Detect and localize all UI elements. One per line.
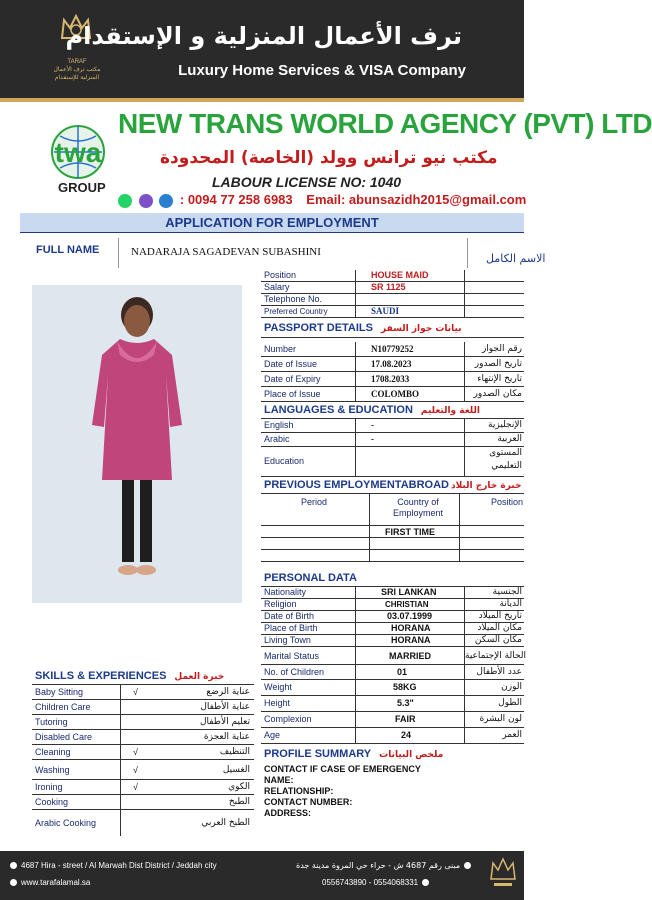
personal-label-ar: الديانة <box>464 599 524 610</box>
employment-section-title <box>261 477 524 494</box>
form-title: APPLICATION FOR EMPLOYMENT <box>20 213 524 233</box>
passport-label: Date of Expiry <box>264 374 321 384</box>
profile-title: PROFILE SUMMARY <box>264 748 372 760</box>
language-row <box>261 433 524 447</box>
full-name-label-ar: الاسم الكامل <box>486 252 546 265</box>
footer-address-ar: مبنى رقم 4687 ش - حراء حي المروة مدينة جدة <box>296 861 471 870</box>
language-row <box>261 419 524 433</box>
personal-row <box>261 665 524 680</box>
personal-label-ar: الحالة الإجتماعية <box>464 647 524 664</box>
employment-title: PREVIOUS EMPLOYMENTABROAD <box>264 479 449 491</box>
languages-title-ar: اللغة والتعليم <box>420 406 480 416</box>
twa-globe-logo-icon <box>38 122 118 182</box>
full-name-label: FULL NAME <box>36 244 100 256</box>
passport-label-ar: رقم الجواز <box>464 342 524 356</box>
personal-label: Marital Status <box>264 651 320 661</box>
language-label: Education <box>264 456 305 466</box>
full-name-value: NADARAJA SAGADEVAN SUBASHINI <box>118 238 468 268</box>
personal-label: Living Town <box>264 635 311 645</box>
job-label: Telephone No. <box>264 294 323 304</box>
location-icon <box>10 862 17 869</box>
skill-label-ar: عناية العجزة <box>203 732 250 742</box>
group-label: GROUP <box>58 180 106 195</box>
personal-label-ar: الوزن <box>464 680 524 695</box>
skill-label-ar: الطبخ العربي <box>201 818 250 828</box>
language-label-ar: الإنجليزية <box>464 419 524 432</box>
languages-section-title <box>261 402 524 419</box>
passport-row <box>261 342 524 357</box>
imo-icon <box>159 194 173 208</box>
personal-label-ar: عدد الأطفال <box>464 665 524 679</box>
personal-label: Date of Birth <box>264 611 315 621</box>
personal-label-ar: مكان الميلاد <box>464 623 524 634</box>
personal-row <box>261 599 524 611</box>
skill-label: Baby Sitting <box>35 687 84 697</box>
skill-label: Disabled Care <box>35 732 93 742</box>
personal-title: PERSONAL DATA <box>264 572 357 584</box>
job-value: SAUDI <box>371 306 400 316</box>
passport-row <box>261 372 524 387</box>
logo-caption-ar: مكتب ترف الأعمال المنزلية للإستقدام <box>53 67 101 81</box>
passport-row <box>261 387 524 402</box>
personal-value: 24 <box>401 730 412 740</box>
job-row <box>261 270 524 282</box>
passport-label: Number <box>264 344 297 354</box>
skill-label-ar: التنظيف <box>219 747 250 757</box>
skill-row <box>32 685 254 700</box>
skill-row <box>32 745 254 760</box>
skill-row <box>32 795 254 810</box>
skill-label: Arabic Cooking <box>35 818 97 828</box>
languages-title: LANGUAGES & EDUCATION <box>264 404 413 416</box>
employment-col-position: Position <box>491 497 524 507</box>
job-label: Position <box>264 270 297 280</box>
employment-row <box>261 550 524 562</box>
logo-caption <box>46 58 108 82</box>
passport-label-ar: تاريخ الإنتهاء <box>464 372 524 386</box>
emergency-address: ADDRESS: <box>264 808 312 818</box>
skill-row <box>32 700 254 715</box>
personal-value: HORANA <box>391 623 431 633</box>
emergency-contact-number: CONTACT NUMBER: <box>264 797 353 807</box>
skill-row <box>32 780 254 795</box>
details-table <box>261 270 524 819</box>
personal-label-ar: الجنسية <box>464 587 524 598</box>
language-label-ar: المستوى التعليمي <box>464 447 524 476</box>
skill-row <box>32 760 254 780</box>
skill-label: Tutoring <box>35 717 68 727</box>
personal-value: HORANA <box>391 635 431 645</box>
skill-label-ar: عناية الأطفال <box>200 702 250 712</box>
personal-row <box>261 611 524 623</box>
personal-label-ar: مكان السكن <box>464 635 524 646</box>
skill-label: Cleaning <box>35 747 71 757</box>
personal-label-ar: لون البشرة <box>464 712 524 727</box>
personal-label-ar: تاريخ الميلاد <box>464 611 524 622</box>
skill-check <box>120 810 150 836</box>
emergency-relationship: RELATIONSHIP: <box>264 786 334 796</box>
personal-label: Age <box>264 730 281 740</box>
personal-value: 5.3" <box>397 698 414 708</box>
skill-check: √ <box>120 760 150 779</box>
skill-check <box>120 700 150 714</box>
skill-label-ar: الكوي <box>228 782 250 792</box>
language-value: - <box>371 434 374 444</box>
skill-label-ar: عناية الرضع <box>206 687 250 697</box>
skill-check <box>120 715 150 729</box>
skills-table <box>32 668 254 836</box>
job-label: Preferred Country <box>264 307 328 316</box>
footer-website[interactable]: www.tarafalamal.sa <box>10 878 90 887</box>
emergency-name: NAME: <box>264 775 294 785</box>
skill-row <box>32 810 254 836</box>
passport-label-ar: مكان الصدور <box>464 387 524 401</box>
skills-title-ar: خبرة العمل <box>174 672 225 682</box>
employment-header-row <box>261 494 524 526</box>
passport-title-ar: بيانات جواز السفر <box>381 324 462 334</box>
personal-label: Religion <box>264 599 297 609</box>
globe-icon <box>10 879 17 886</box>
viber-icon <box>139 194 153 208</box>
passport-title: PASSPORT DETAILS <box>264 322 373 334</box>
employment-first-time: FIRST TIME <box>385 527 435 537</box>
passport-value: 17.08.2023 <box>371 359 412 369</box>
skill-label-ar: تعليم الأطفال <box>199 717 250 727</box>
applicant-photo <box>32 285 242 603</box>
passport-label-ar: تاريخ الصدور <box>464 357 524 371</box>
job-row <box>261 282 524 294</box>
passport-value: N10779252 <box>371 344 414 354</box>
agency-contacts <box>118 192 527 208</box>
language-label-ar: العربية <box>464 433 524 446</box>
location-icon <box>464 862 471 869</box>
personal-row <box>261 647 524 665</box>
passport-value: COLOMBO <box>371 389 420 399</box>
personal-value: MARRIED <box>389 651 431 661</box>
footer-phones: 0556743890 - 0554068331 <box>322 878 429 887</box>
personal-row <box>261 635 524 647</box>
personal-row <box>261 728 524 744</box>
footer-address-en: 4687 Hira - street / Al Marwah Dist District / Jeddah city <box>10 861 217 870</box>
personal-value: SRI LANKAN <box>381 587 437 597</box>
company-name-ar: ترف الأعمال المنزلية و الإستقدام <box>65 22 462 50</box>
passport-label: Place of Issue <box>264 389 321 399</box>
job-row <box>261 306 524 318</box>
language-label: English <box>264 420 294 430</box>
logo-caption-top: TARAF <box>67 59 87 65</box>
personal-label: Complexion <box>264 714 312 724</box>
personal-label-ar: الطول <box>464 696 524 711</box>
job-value: HOUSE MAID <box>371 270 429 280</box>
personal-label: Place of Birth <box>264 623 318 633</box>
personal-value: 58KG <box>393 682 417 692</box>
skill-label-ar: الطبخ <box>228 797 250 807</box>
employment-col-period: Period <box>301 497 328 507</box>
skills-section-title <box>32 668 254 685</box>
job-value: SR 1125 <box>371 282 406 292</box>
skills-title: SKILLS & EXPERIENCES <box>35 670 167 682</box>
language-row <box>261 447 524 477</box>
personal-row <box>261 712 524 728</box>
skill-check: √ <box>120 780 150 794</box>
skill-check <box>120 795 150 809</box>
skill-check <box>120 730 150 744</box>
personal-row <box>261 587 524 599</box>
job-row <box>261 294 524 306</box>
employment-row <box>261 538 524 550</box>
personal-row <box>261 680 524 696</box>
passport-section-title <box>261 318 524 338</box>
personal-label: No. of Children <box>264 667 325 677</box>
personal-value: CHRISTIAN <box>385 600 429 609</box>
personal-label: Nationality <box>264 587 307 597</box>
labour-license: LABOUR LICENSE NO: 1040 <box>212 174 402 190</box>
skill-label: Ironing <box>35 782 63 792</box>
skill-label: Children Care <box>35 702 91 712</box>
company-name-en: Luxury Home Services & VISA Company <box>178 62 466 79</box>
employment-title-ar: خبرة خارج البلاد <box>450 481 522 491</box>
agency-email: Email: abunsazidh2015@gmail.com <box>306 192 527 207</box>
language-value: - <box>371 420 374 430</box>
footer-crown-logo-icon <box>488 855 518 895</box>
profile-section-title <box>261 744 524 764</box>
skill-label: Cooking <box>35 797 69 807</box>
skill-row <box>32 730 254 745</box>
footer-bar <box>0 851 524 900</box>
employment-col-country: Country of Employment <box>392 497 444 518</box>
phone-icon <box>422 879 429 886</box>
personal-section-title <box>261 570 524 587</box>
personal-label-ar: العمر <box>464 728 524 743</box>
skill-label: Washing <box>35 765 70 775</box>
emergency-heading: CONTACT IF CASE OF EMERGENCY <box>264 764 421 774</box>
skill-check: √ <box>120 745 150 759</box>
agency-name-ar: مكتب نيو ترانس وولد (الخاصة) المحدودة <box>160 148 498 168</box>
personal-label: Height <box>264 698 291 708</box>
emergency-contact <box>261 764 524 819</box>
personal-row <box>261 696 524 712</box>
profile-title-ar: ملخص البيانات <box>379 750 444 760</box>
personal-value: 03.07.1999 <box>387 611 433 621</box>
skill-label-ar: الغسيل <box>222 765 250 775</box>
language-label: Arabic <box>264 434 290 444</box>
header-bar <box>0 0 524 102</box>
agency-name-en: NEW TRANS WORLD AGENCY (PVT) LTD <box>118 108 652 139</box>
personal-value: 01 <box>397 667 408 677</box>
twa-logo-text: twa <box>54 137 102 168</box>
personal-label: Weight <box>264 682 292 692</box>
personal-row <box>261 623 524 635</box>
skill-row <box>32 715 254 730</box>
employment-row <box>261 526 524 538</box>
personal-value: FAIR <box>395 714 416 724</box>
passport-row <box>261 357 524 372</box>
agency-phone: : 0094 77 258 6983 <box>179 192 293 207</box>
job-label: Salary <box>264 282 290 292</box>
passport-label: Date of Issue <box>264 359 318 369</box>
passport-value: 1708.2033 <box>371 374 410 384</box>
whatsapp-icon <box>118 194 132 208</box>
skill-check: √ <box>120 685 150 699</box>
